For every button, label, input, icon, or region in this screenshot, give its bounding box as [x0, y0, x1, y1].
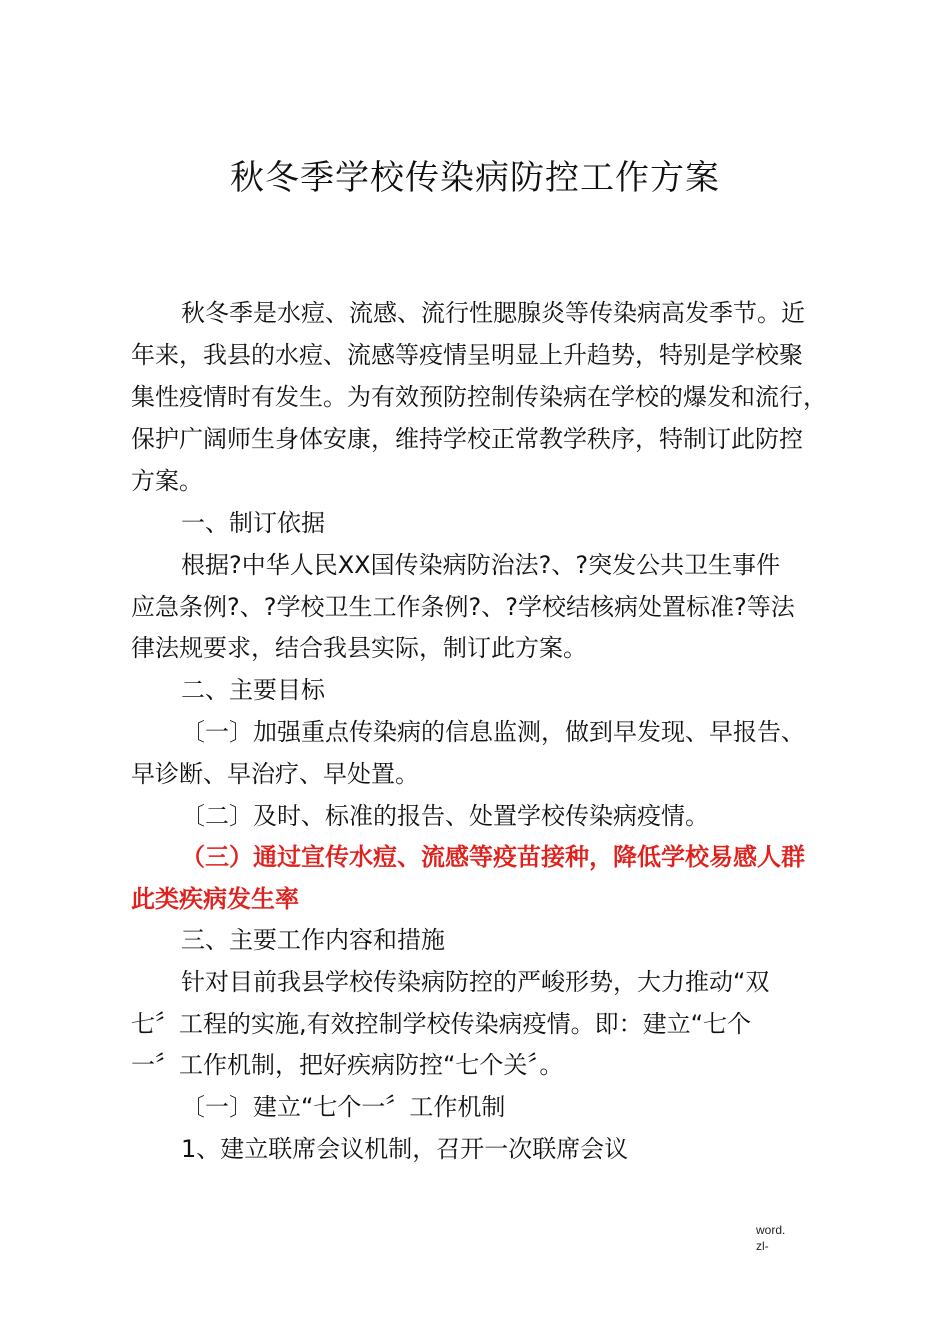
document-title: 秋冬季学校传染病防控工作方案	[230, 158, 720, 198]
paragraph-line: 七〞工程的实施,有效控制学校传染病疫情。即：建立“七个	[131, 1010, 752, 1038]
section-heading: 三、主要工作内容和措施	[181, 926, 445, 954]
paragraph-line: 年来，我县的水痘、流感等疫情呈明显上升趋势，特别是学校聚	[131, 341, 803, 369]
paragraph-line: 根据?中华人民XX国传染病防治法?、?突发公共卫生事件	[181, 551, 781, 579]
paragraph-line: 1、建立联席会议机制，召开一次联席会议	[181, 1135, 629, 1163]
section-heading: 二、主要目标	[181, 676, 325, 704]
highlighted-line: （三）通过宣传水痘、流感等疫苗接种，降低学校易感人群	[181, 843, 805, 871]
paragraph-line: 集性疫情时有发生。为有效预防控制传染病在学校的爆发和流行，	[131, 383, 827, 411]
section-heading: 一、制订依据	[181, 509, 325, 537]
paragraph-line: 〔二〕及时、标准的报告、处置学校传染病疫情。	[181, 802, 709, 830]
paragraph-line: 一〞工作机制，把好疾病防控“七个关〞。	[131, 1051, 564, 1079]
paragraph-line: 早诊断、早治疗、早处置。	[131, 760, 419, 788]
paragraph-line: 方案。	[131, 467, 203, 495]
subsection-heading: 〔一〕建立“七个一〞工作机制	[181, 1093, 506, 1121]
paragraph-line: 应急条例?、?学校卫生工作条例?、?学校结核病处置标准?等法	[131, 593, 795, 621]
paragraph-line: 律法规要求，结合我县实际，制订此方案。	[131, 634, 587, 662]
highlighted-line: 此类疾病发生率	[131, 885, 299, 913]
paragraph-line: 秋冬季是水痘、流感、流行性腮腺炎等传染病高发季节。近	[181, 299, 805, 327]
footer-text: zl-	[756, 1239, 769, 1253]
footer-text: word.	[756, 1223, 786, 1237]
paragraph-line: 针对目前我县学校传染病防控的严峻形势，大力推动“双	[181, 968, 770, 996]
paragraph-line: 保护广阔师生身体安康，维持学校正常教学秩序，特制订此防控	[131, 425, 803, 453]
paragraph-line: 〔一〕加强重点传染病的信息监测，做到早发现、早报告、	[181, 718, 805, 746]
